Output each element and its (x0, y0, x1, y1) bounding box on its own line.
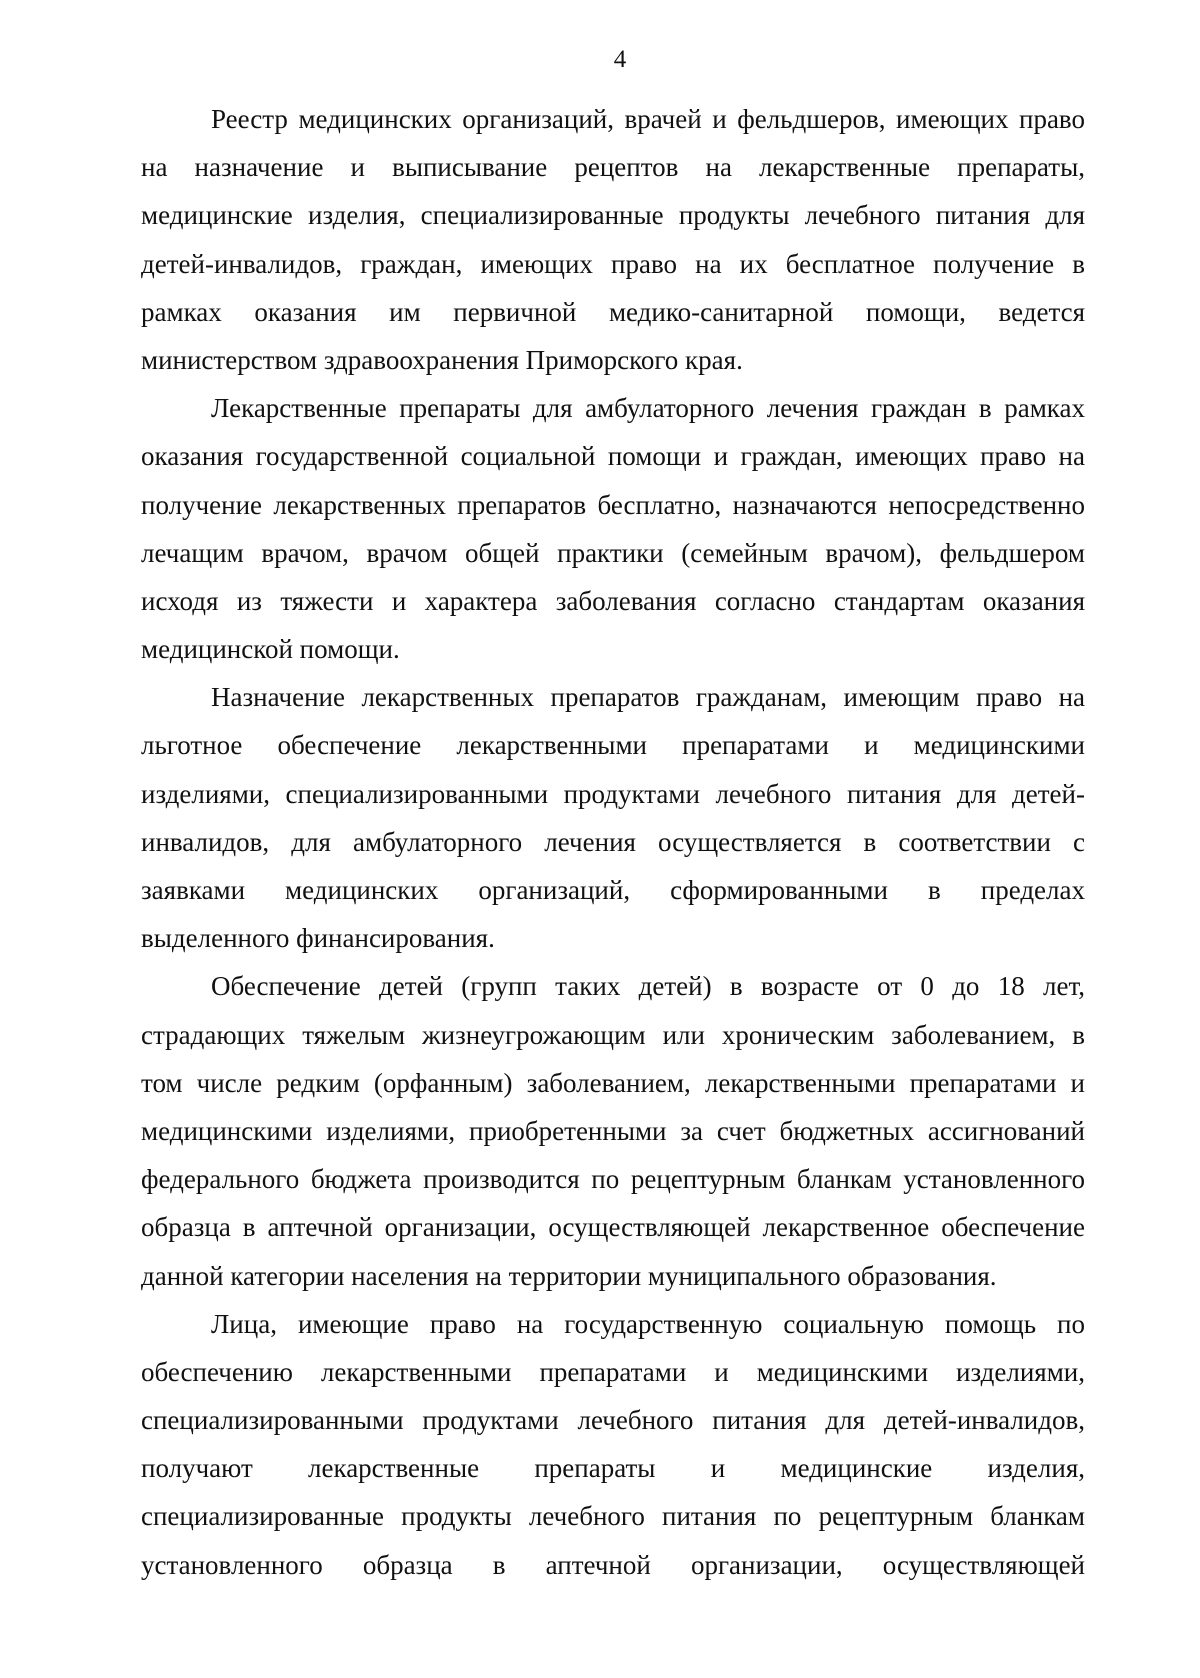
text-line: исходя из тяжести и характера заболевания согласно стандартам оказания (141, 585, 1085, 616)
text-line: оказания государственной социальной помощи и граждан, имеющих право на (141, 441, 1085, 472)
text-line: медицинскими изделиями, приобретенными за счет бюджетных ассигнований (141, 1115, 1085, 1146)
paragraph (141, 95, 1085, 384)
text-line: страдающих тяжелым жизнеугрожающим или хроническим заболеванием, в (141, 1019, 1085, 1050)
text-line: получают лекарственные препараты и медицинские изделия, (141, 1453, 1085, 1484)
paragraph (141, 1300, 1085, 1589)
document-body (141, 95, 1085, 1589)
text-line: медицинские изделия, специализированные продукты лечебного питания для (141, 200, 1085, 231)
text-line: Лекарственные препараты для амбулаторного лечения граждан в рамках (211, 393, 1085, 424)
paragraph (141, 962, 1085, 1299)
text-line: на назначение и выписывание рецептов на лекарственные препараты, (141, 152, 1085, 183)
text-line: том числе редким (орфанным) заболеванием, лекарственными препаратами и (141, 1067, 1085, 1098)
text-line: лечащим врачом, врачом общей практики (семейным врачом), фельдшером (141, 537, 1085, 568)
text-line: инвалидов, для амбулаторного лечения осуществляется в соответствии с (141, 826, 1085, 857)
paragraph (141, 384, 1085, 673)
text-line: рамках оказания им первичной медико-санитарной помощи, ведется (141, 296, 1085, 327)
text-line: специализированными продуктами лечебного питания для детей-инвалидов, (141, 1405, 1085, 1436)
text-line: Назначение лекарственных препаратов гражданам, имеющим право на (211, 682, 1085, 713)
text-line: установленного образца в аптечной организации, осуществляющей (141, 1549, 1085, 1580)
text-line: данной категории населения на территории муниципального образования. (141, 1260, 997, 1291)
text-line: выделенного финансирования. (141, 923, 495, 954)
text-line: федерального бюджета производится по рецептурным бланкам установленного (141, 1164, 1085, 1195)
text-line: Реестр медицинских организаций, врачей и фельдшеров, имеющих право (211, 104, 1085, 134)
text-line: Обеспечение детей (групп таких детей) в возрасте от 0 до 18 лет, (211, 971, 1085, 1002)
text-line: изделиями, специализированными продуктами лечебного питания для детей- (141, 778, 1085, 809)
text-line: специализированные продукты лечебного питания по рецептурным бланкам (141, 1501, 1085, 1532)
text-line: Лица, имеющие право на государственную социальную помощь по (211, 1308, 1085, 1339)
text-line: образца в аптечной организации, осуществляющей лекарственное обеспечение (141, 1212, 1085, 1243)
page-number: 4 (613, 46, 627, 73)
text-line: министерством здравоохранения Приморского края. (141, 344, 743, 375)
text-line: получение лекарственных препаратов бесплатно, назначаются непосредственно (141, 489, 1085, 520)
text-line: детей-инвалидов, граждан, имеющих право на их бесплатное получение в (141, 248, 1085, 279)
text-line: обеспечению лекарственными препаратами и медицинскими изделиями, (141, 1356, 1085, 1387)
text-line: заявками медицинских организаций, сформированными в пределах (141, 875, 1085, 905)
text-line: медицинской помощи. (141, 634, 400, 665)
paragraph (141, 673, 1085, 962)
text-line: льготное обеспечение лекарственными препаратами и медицинскими (141, 730, 1085, 761)
